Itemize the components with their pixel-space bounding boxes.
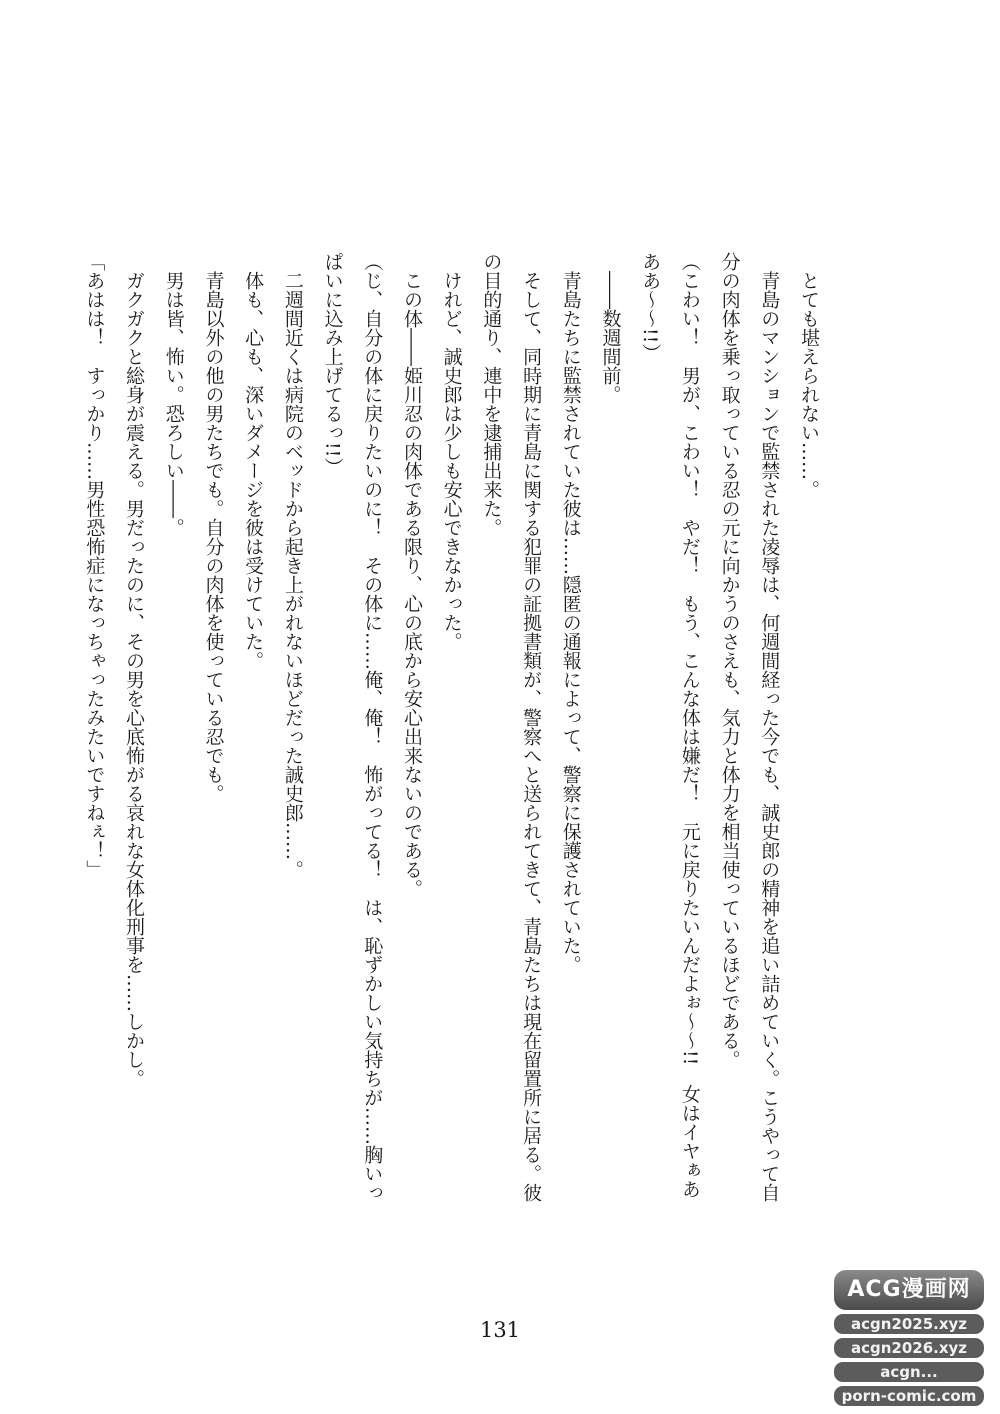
text-line: （じ、自分の体に戻りたいのに！ その体に……俺、俺！ 怖がってる！ は、恥ずかしい気持ちが……胸いっ — [361, 252, 384, 1202]
text-line: ああ～～!!） — [639, 252, 662, 363]
text-line: 男は皆、怖い。恐ろしい――。 — [162, 252, 185, 537]
text-line: ――数週間前。 — [599, 252, 622, 404]
text-line: 青島のマンションで監禁された凌辱は、何週間経った今でも、誠史郎の精神を追い詰めていく。こうやって自 — [758, 252, 781, 1202]
text-line: けれど、誠史郎は少しも安心できなかった。 — [440, 252, 463, 651]
text-line: （こわい！ 男が、こわい！ やだ！ もう、こんな体は嫌だ！ 元に戻りたいんだよぉ～～!! 女はイヤぁあ — [678, 252, 701, 1199]
text-line: 青島以外の他の男たちでも。自分の肉体を使っている忍でも。 — [202, 252, 225, 803]
watermark — [834, 1270, 984, 1404]
page-number: 131 — [479, 1318, 521, 1342]
text-line: 分の肉体を乗っ取っている忍の元に向かうのさえも、気力と体力を相当使っているほどである。 — [718, 252, 741, 1069]
text-line: 二週間近くは病院のベッドから起き上がれないほどだった誠史郎……。 — [281, 252, 304, 879]
text-line: ぱいに込み上げてるっ!!） — [321, 252, 344, 477]
text-line: とても堪えられない……。 — [798, 252, 820, 499]
watermark-logo: ACG漫画网 — [834, 1270, 984, 1310]
watermark-url: acgn... — [834, 1362, 984, 1382]
text-line: の目的通り、連中を逮捕出来た。 — [480, 252, 503, 537]
text-line: この体――姫川忍の肉体である限り、心の底から安心出来ないのである。 — [400, 252, 423, 898]
vertical-text-body — [83, 252, 828, 1252]
watermark-url: porn-comic.com — [834, 1386, 984, 1406]
watermark-url: acgn2025.xyz — [834, 1314, 984, 1334]
text-line: 体も、心も、深いダメージを彼は受けていた。 — [242, 252, 265, 670]
text-line: 「あはは！ すっかり……男性恐怖症になっちゃったみたいですねぇ！」 — [83, 252, 106, 879]
text-line: 青島たちに監禁されていた彼は……隠匿の通報によって、警察に保護されていた。 — [559, 252, 582, 974]
text-line: そして、同時期に青島に関する犯罪の証拠書類が、警察へと送られてきて、青島たちは現在留置所に居る。彼 — [520, 252, 543, 1202]
watermark-url: acgn2026.xyz — [834, 1338, 984, 1358]
text-line: ガクガクと総身が震える。男だったのに、その男を心底怖がる哀れな女体化刑事を……しかし。 — [123, 252, 146, 1088]
